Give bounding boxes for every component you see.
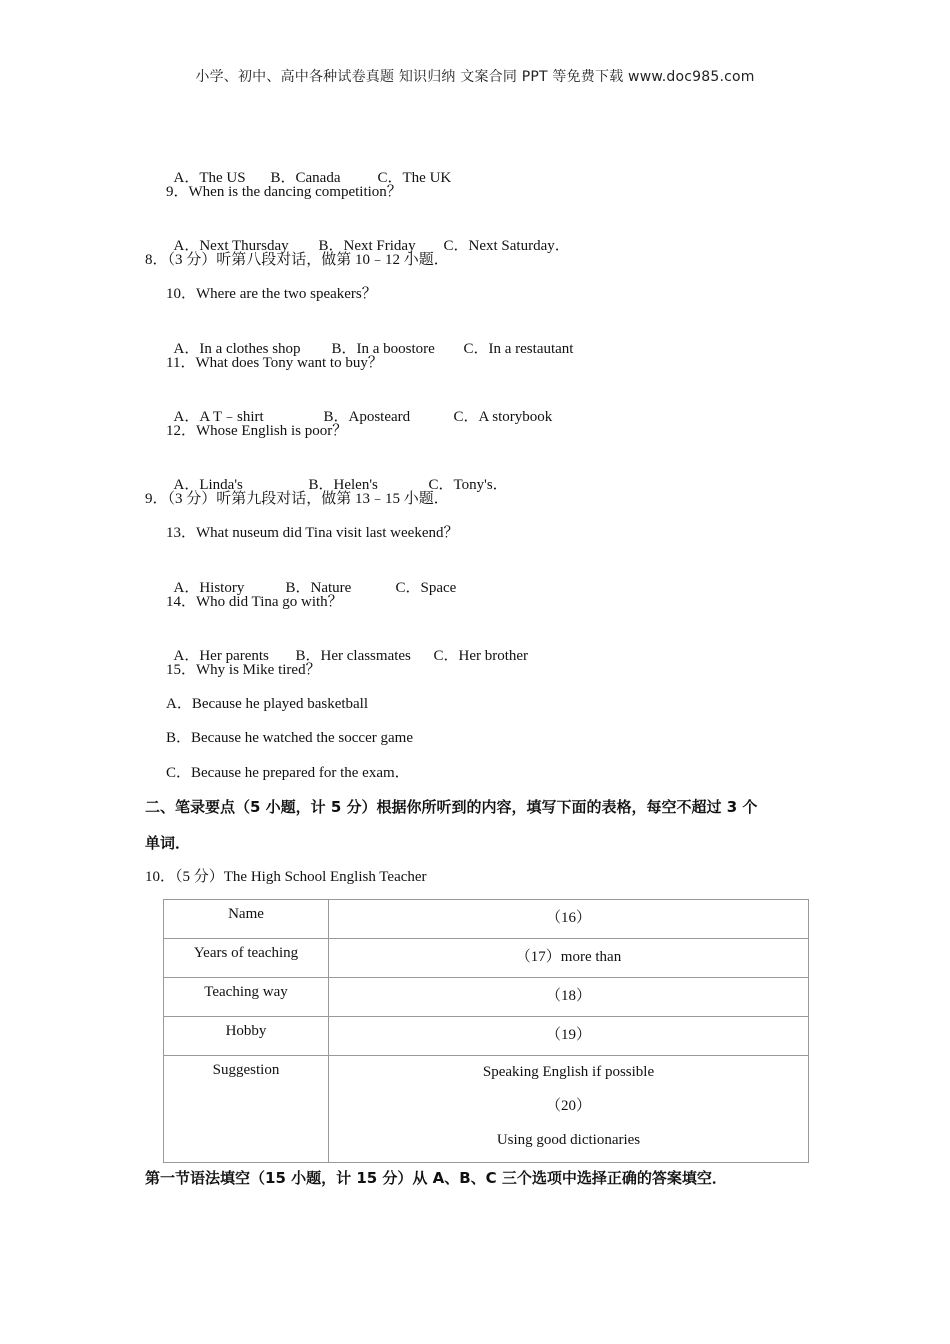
row-value: （19）: [329, 1017, 809, 1056]
suggestion-line: Using good dictionaries: [496, 1132, 641, 1148]
option-b: B．In a boostore: [331, 341, 435, 357]
option-b: B．Next Friday: [318, 238, 416, 254]
part-2-heading-line-2: 单词．: [145, 834, 191, 852]
question-15-option-a: A．Because he played basketball: [166, 696, 369, 712]
section-10-heading: 10．（5 分）The High School English Teacher: [145, 869, 427, 885]
option-c: C．Her brother: [433, 648, 529, 664]
question-15-option-b: B．Because he watched the soccer game: [166, 730, 413, 746]
table-row: [164, 939, 809, 978]
question-15-stem: 15．Why is Mike tired？: [166, 662, 321, 678]
row-label: Years of teaching: [164, 939, 329, 978]
option-c: C．Next Saturday．: [443, 238, 570, 254]
suggestion-line: Speaking English if possible: [482, 1064, 655, 1080]
option-a: A．Linda's: [173, 477, 243, 493]
question-13-stem: 13．What nuseum did Tina visit last weekend？: [166, 525, 459, 541]
row-label: Name: [164, 900, 329, 939]
row-label: Hobby: [164, 1017, 329, 1056]
table-row: [164, 900, 809, 939]
question-10-stem: 10．Where are the two speakers？: [166, 286, 377, 302]
option-a: A．History: [173, 580, 245, 596]
question-9-stem: 9．When is the dancing competition？: [166, 184, 402, 200]
table-row: [164, 1017, 809, 1056]
option-c: C．The UK: [377, 170, 452, 186]
row-value: [329, 1056, 809, 1163]
question-14-stem: 14．Who did Tina go with？: [166, 594, 343, 610]
suggestion-line: （20）: [545, 1098, 591, 1114]
option-c: C．A storybook: [453, 409, 553, 425]
table-row: [164, 978, 809, 1017]
notes-table: [163, 899, 809, 1163]
question-15-option-c: C．Because he prepared for the exam．: [166, 765, 410, 781]
section-9-heading: 9．（3 分）听第九段对话，做第 13﹣15 小题．: [145, 491, 449, 507]
option-b: B．Helen's: [308, 477, 378, 493]
option-a: A．In a clothes shop: [173, 341, 301, 357]
row-label: Suggestion: [164, 1056, 329, 1163]
section-8-heading: 8．（3 分）听第八段对话，做第 10﹣12 小题．: [145, 252, 449, 268]
question-11-stem: 11．What does Tony want to buy？: [166, 355, 383, 371]
option-a: A．The US: [173, 170, 246, 186]
page-header: 小学、初中、高中各种试卷真题 知识归纳 文案合同 PPT 等免费下载 www.doc985.com: [195, 69, 755, 85]
row-label: Teaching way: [164, 978, 329, 1017]
table-row-suggestion: [164, 1056, 809, 1163]
row-value: （16）: [329, 900, 809, 939]
option-c: C．In a restautant: [463, 341, 574, 357]
option-c: C．Tony's．: [428, 477, 508, 493]
option-c: C．Space: [395, 580, 457, 596]
row-value: （18）: [329, 978, 809, 1017]
option-a: A．A T﹣shirt: [173, 409, 264, 425]
grammar-section-heading: 第一节语法填空（15 小题，计 15 分）从 A、B、C 三个选项中选择正确的答案填空．: [145, 1169, 727, 1187]
option-a: A．Her parents: [173, 648, 269, 664]
row-value: （17）more than: [329, 939, 809, 978]
option-a: A．Next Thursday: [173, 238, 289, 254]
option-b: B．Her classmates: [295, 648, 411, 664]
option-b: B．Aposteard: [323, 409, 411, 425]
option-b: B．Nature: [285, 580, 352, 596]
question-12-stem: 12．Whose English is poor？: [166, 423, 348, 439]
option-b: B．Canada: [270, 170, 341, 186]
part-2-heading-line-1: 二、笔录要点（5 小题，计 5 分）根据你所听到的内容，填写下面的表格，每空不超过 3 个: [145, 798, 758, 816]
